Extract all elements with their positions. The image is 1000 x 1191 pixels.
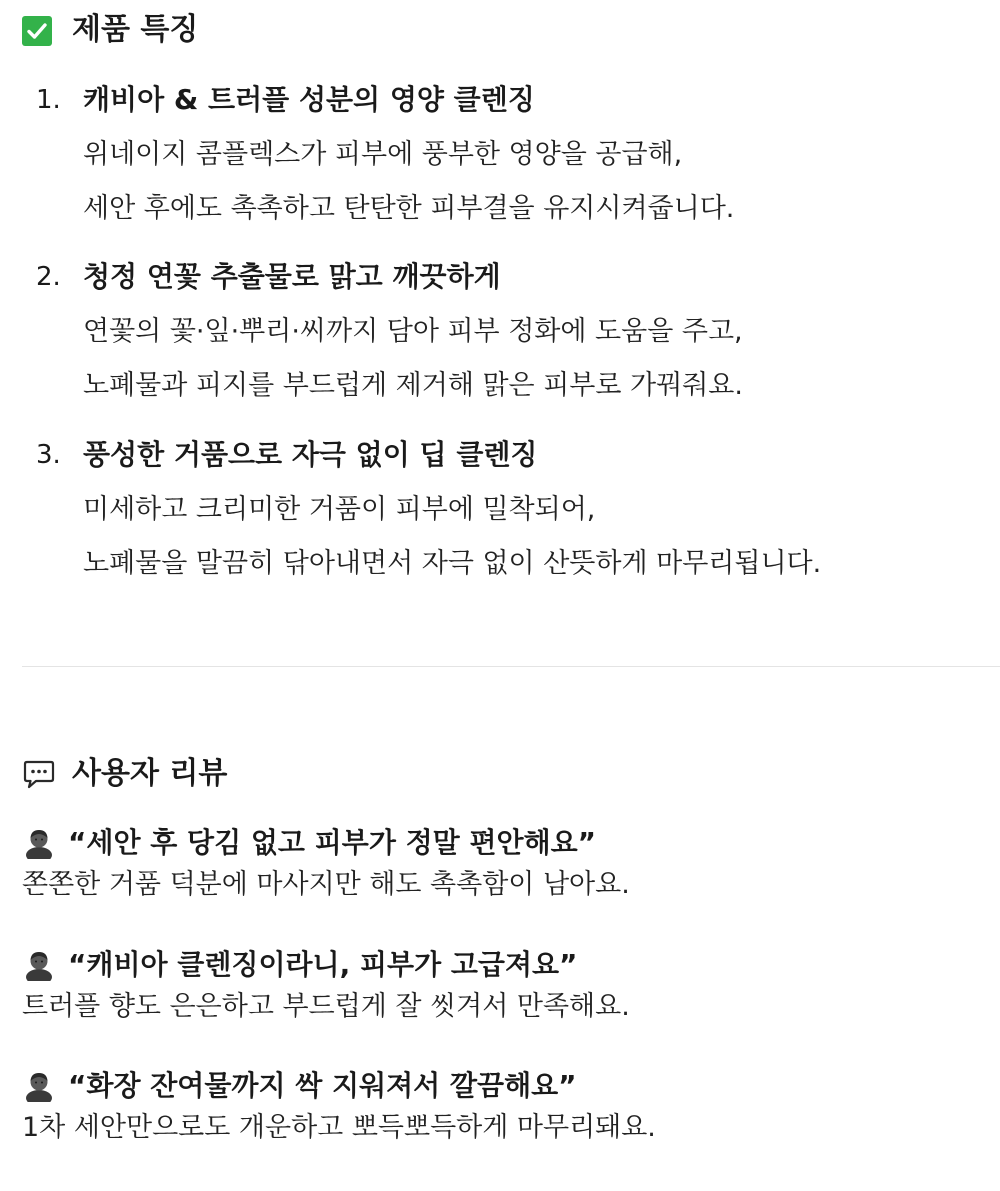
- person-icon: [22, 948, 56, 982]
- person-icon: [22, 1069, 56, 1103]
- reviews-title: 사용자 리뷰: [72, 756, 228, 791]
- speech-balloon-icon: [22, 757, 56, 791]
- features-title: 제품 특징: [72, 12, 199, 47]
- review-quote-text: “화장 잔여물까지 싹 지워져서 깔끔해요”: [68, 1069, 577, 1102]
- feature-number: 2.: [36, 262, 61, 292]
- review-quote: [22, 824, 596, 862]
- features-heading: [22, 14, 198, 46]
- person-icon: [22, 826, 56, 860]
- review-quote-text: “캐비아 클렌징이라니, 피부가 고급져요”: [68, 948, 578, 981]
- feature-number: 3.: [36, 440, 61, 470]
- review-body: 트러플 향도 은은하고 부드럽게 잘 씻겨서 만족해요.: [22, 991, 630, 1022]
- feature-desc-line: 미세하고 크리미한 거품이 피부에 밀착되어,: [83, 494, 596, 525]
- review-quote-text: “세안 후 당김 없고 피부가 정말 편안해요”: [68, 826, 597, 859]
- feature-desc-line: 노폐물과 피지를 부드럽게 제거해 맑은 피부로 가꿔줘요.: [83, 370, 743, 401]
- section-divider: [22, 666, 1000, 667]
- feature-number: 1.: [36, 85, 61, 115]
- feature-desc-line: 세안 후에도 촉촉하고 탄탄한 피부결을 유지시켜줍니다.: [83, 193, 735, 224]
- feature-desc-line: 연꽃의 꽃·잎·뿌리·씨까지 담아 피부 정화에 도움을 주고,: [83, 316, 743, 347]
- feature-desc-line: 위네이지 콤플렉스가 피부에 풍부한 영양을 공급해,: [83, 139, 683, 170]
- feature-title: 캐비아 & 트러플 성분의 영양 클렌징: [83, 83, 535, 116]
- feature-title: 풍성한 거품으로 자극 없이 딥 클렌징: [83, 438, 538, 471]
- check-mark-button-icon: [22, 16, 52, 46]
- review-quote: [22, 946, 577, 984]
- reviews-heading: [22, 757, 227, 791]
- review-body: 쫀쫀한 거품 덕분에 마사지만 해도 촉촉함이 남아요.: [22, 869, 630, 900]
- review-body: 1차 세안만으로도 개운하고 뽀득뽀득하게 마무리돼요.: [22, 1112, 656, 1143]
- feature-title: 청정 연꽃 추출물로 맑고 깨끗하게: [83, 260, 501, 293]
- feature-desc-line: 노폐물을 말끔히 닦아내면서 자극 없이 산뜻하게 마무리됩니다.: [83, 548, 822, 579]
- review-quote: [22, 1067, 577, 1105]
